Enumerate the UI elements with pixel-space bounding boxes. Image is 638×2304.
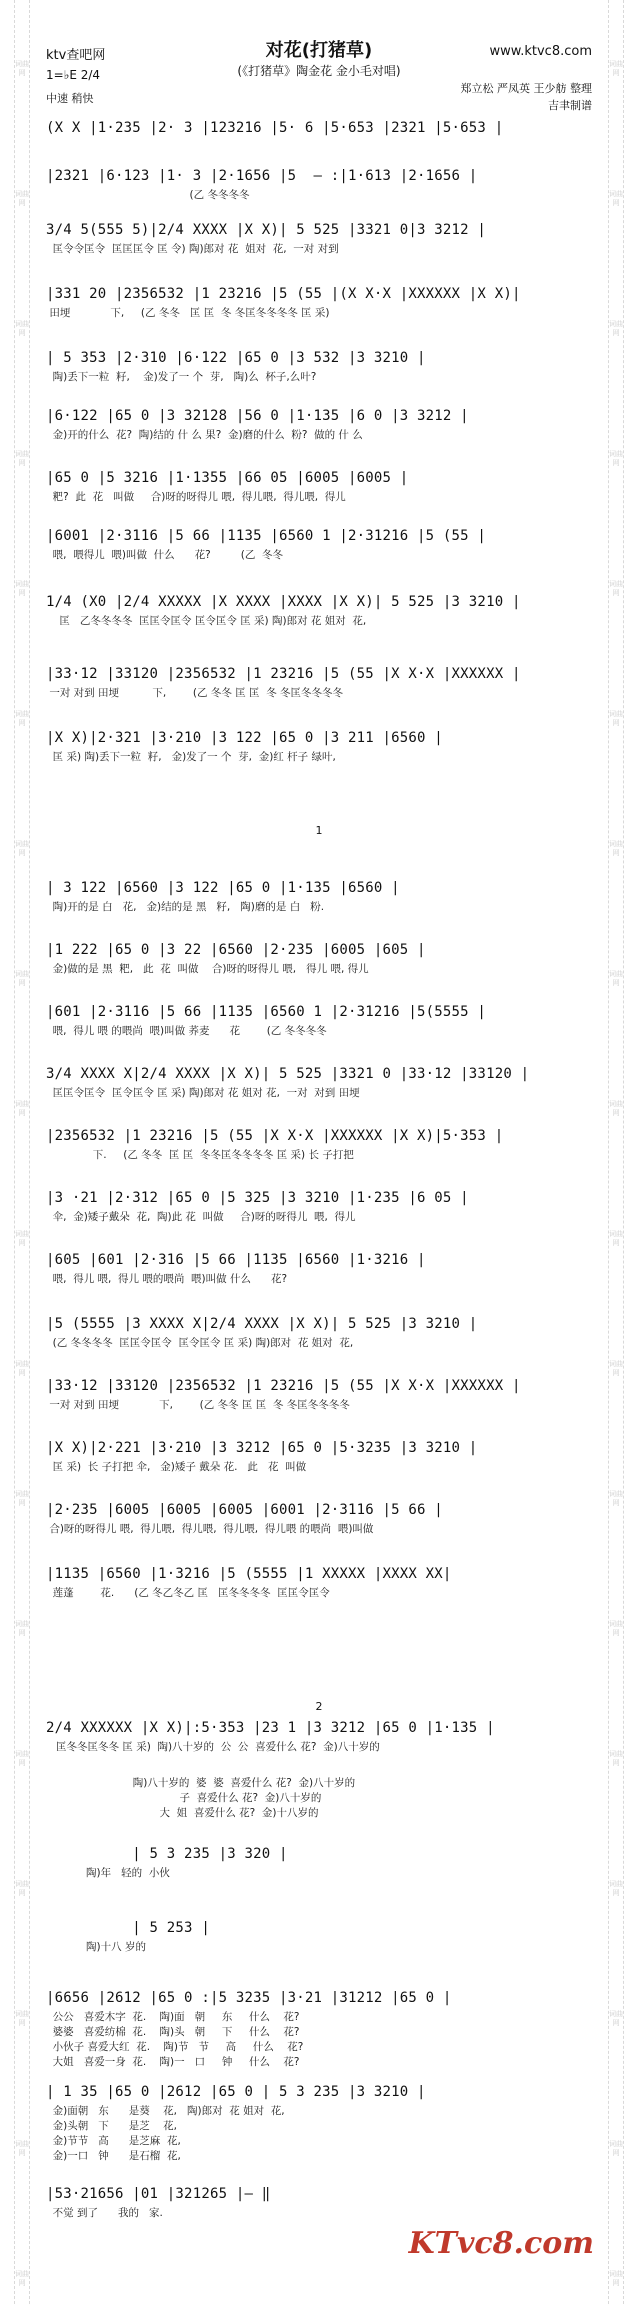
notation-system [46,286,592,320]
side-watermark-text: 词曲网 [15,450,29,467]
lyrics-line: 匡匡令匡令 匡令匡令 匡 采) 陶)郎对 花 姐对 花, 一对 对到 田埂 [46,1087,360,1099]
notation-line: |331 20 |2356532 |1 23216 |5 (55 |(X X·X |XXXXXX |X X)| [46,286,521,302]
side-watermark-text: 词曲网 [609,450,623,467]
notation-line: |X X)|2·321 |3·210 |3 122 |65 0 |3 211 |6560 | [46,730,443,746]
notation-line: (X X |1·235 |2· 3 |123216 |5· 6 |5·653 |2321 |5·653 | [46,120,504,136]
lyrics-line: 一对 对到 田埂 下, (乙 冬冬 匡 匡 冬 冬匡冬冬冬冬 [46,687,344,699]
key-signature: 1=♭E 2/4 [46,68,101,82]
notation-system [46,942,592,976]
lyrics-line: 匡 采) 陶)丢下一粒 籽, 金)发了一 个 芽, 金)红 杆子 绿叶, [46,751,336,763]
side-watermark-text: 词曲网 [15,190,29,207]
lyrics-line: 匡令令匡令 匡匡匡令 匡 令) 陶)郎对 花 姐对 花, 一对 对到 [46,243,339,255]
notation-system [46,1990,592,2069]
ktvc8-logo: KTvc8.com [408,2226,594,2261]
notation-system [46,1440,592,1474]
notation-system [46,1846,592,1880]
notation-system [46,1720,592,1754]
notation-line: | 5 253 | [46,1920,210,1936]
page-number: 2 [315,1700,323,1713]
notation-line: 3/4 5(555 5)|2/4 XXXX |X X)| 5 525 |3321 0|3 3212 | [46,222,487,238]
lyrics-line: 匡 乙冬冬冬冬 匡匡令匡令 匡令匡令 匡 采) 陶)郎对 花 姐对 花, [46,615,367,627]
lyrics-line: 一对 对到 田埂 下, (乙 冬冬 匡 匡 冬 冬匡冬冬冬冬 [46,1399,350,1411]
notation-system [46,2186,592,2220]
page-number: 1 [315,824,323,837]
lyrics-line: 公公 喜爱木字 花. 陶)面 朝 东 什么 花? 婆婆 喜爱纺棉 花. 陶)头 朝 下 什么 花? 小伙子 喜爱大红 花. 陶)节 节 高 什么 花? 大姐 喜爱一身 花. 陶)一 口 钟 什么 花? [52,2011,304,2068]
lyrics-line: (乙 冬冬冬冬 匡匡令匡令 匡令匡令 匡 采) 陶)郎对 花 姐对 花, [46,1337,354,1349]
notation-system [46,470,592,504]
notation-line: |5 (5555 |3 XXXX X|2/4 XXXX |X X)| 5 525 |3 3210 | [46,1316,478,1332]
side-watermark-text: 词曲网 [609,2140,623,2157]
notation-line: |3 ·21 |2·312 |65 0 |5 325 |3 3210 |1·235 |6 05 | [46,1190,469,1206]
side-watermark-text: 词曲网 [15,60,29,77]
side-watermark-text: 词曲网 [15,1100,29,1117]
notation-system [46,2084,592,2163]
notation-line: | 5 3 235 |3 320 | [46,1846,288,1862]
notation-line: |65 0 |5 3216 |1·1355 |66 05 |6005 |6005 | [46,470,409,486]
lyrics-line: 陶)丢下一粒 籽, 金)发了一 个 芽, 陶)么 杯子,么叶? [46,371,317,383]
lyrics-line: 粑? 此 花 叫做 合)呀的呀得儿 喂, 得儿喂, 得儿喂, 得儿 [46,491,346,503]
side-watermark-text: 词曲网 [609,970,623,987]
side-watermark-text: 词曲网 [609,2270,623,2287]
lyrics-line: 匡 采) 长 子打把 伞, 金)矮子 戴朵 花. 此 花 叫做 [46,1461,307,1473]
lyrics-line: 金)面朝 东 是葵 花, 陶)郎对 花 姐对 花, 金)头朝 下 是芝 花, 金)节节 高 是芝麻 花, 金)一口 钟 是石榴 花, [52,2105,285,2162]
notation-system [46,666,592,700]
side-watermark-text: 词曲网 [609,1880,623,1897]
notation-system [46,1252,592,1286]
lyrics-line: 陶)年 轻的 小伙 [46,1867,170,1879]
notation-system [46,1004,592,1038]
lyrics-line: 陶)开的是 白 花, 金)结的是 黑 籽, 陶)磨的是 白 粉. [46,901,325,913]
notation-system [46,1190,592,1224]
notation-system [46,408,592,442]
tempo-marking: 中速 稍快 [46,92,94,105]
lyrics-line: 匡冬冬匡冬冬 匡 采) 陶)八十岁的 公 公 喜爱什么 花? 金)八十岁的 [46,1741,380,1753]
notation-system [46,528,592,562]
notation-line: |601 |2·3116 |5 66 |1135 |6560 1 |2·31216 |5(5555 | [46,1004,487,1020]
lyrics-line: 伞, 金)矮子戴朵 花, 陶)此 花 叫做 合)呀的呀得儿 喂, 得儿 [46,1211,356,1223]
side-watermark-text: 词曲网 [15,1620,29,1637]
notation-system [46,880,592,914]
lyrics-line: 田埂 下, (乙 冬冬 匡 匡 冬 冬匡冬冬冬冬 匡 采) [46,307,330,319]
notation-line: 1/4 (X0 |2/4 XXXXX |X XXXX |XXXX |X X)| 5 525 |3 3210 | [46,594,521,610]
notation-system [46,1378,592,1412]
notation-system [46,594,592,628]
lyrics-line: 喂, 得儿 喂 的喂尚 喂)叫做 荞麦 花 (乙 冬冬冬冬 [46,1025,327,1037]
notation-system [46,1128,592,1162]
notation-line: 2/4 XXXXXX |X X)|:5·353 |23 1 |3 3212 |65 0 |1·135 | [46,1720,495,1736]
side-watermark-text: 词曲网 [15,2270,29,2287]
notation-line: |2·235 |6005 |6005 |6005 |6001 |2·3116 |5 66 | [46,1502,443,1518]
lyrics-line: (乙 冬冬冬冬 [46,189,250,201]
site-url-right: www.ktvc8.com [489,44,592,59]
side-watermark-text: 词曲网 [609,1490,623,1507]
notation-line: | 1 35 |65 0 |2612 |65 0 | 5 3 235 |3 3210 | [46,2084,426,2100]
side-watermark-text: 词曲网 [15,1230,29,1247]
side-watermark-text: 词曲网 [609,60,623,77]
notation-line: | 3 122 |6560 |3 122 |65 0 |1·135 |6560 | [46,880,400,896]
side-watermark-text: 词曲网 [15,2010,29,2027]
notation-line: | 5 353 |2·310 |6·122 |65 0 |3 532 |3 3210 | [46,350,426,366]
notation-system [46,1566,592,1600]
site-name-left: ktv查吧网 [46,48,106,63]
side-watermark-text: 词曲网 [15,1750,29,1767]
side-watermark-text: 词曲网 [609,580,623,597]
side-watermark-text: 词曲网 [609,1230,623,1247]
notation-line: |2321 |6·123 |1· 3 |2·1656 |5 — :|1·613 |2·1656 | [46,168,478,184]
notation-system [46,730,592,764]
side-watermark-text: 词曲网 [609,840,623,857]
side-watermark-text: 词曲网 [609,1750,623,1767]
lyrics-line: 莲蓬 花. (乙 冬乙冬乙 匡 匡冬冬冬冬 匡匡令匡令 [46,1587,330,1599]
notation-system [46,1502,592,1536]
side-watermark-text: 词曲网 [15,320,29,337]
side-watermark-text: 词曲网 [15,1360,29,1377]
side-watermark-text: 词曲网 [609,320,623,337]
notation-system [46,168,592,202]
side-watermark-text: 词曲网 [15,840,29,857]
side-watermark-text: 词曲网 [15,2140,29,2157]
notation-line: |6001 |2·3116 |5 66 |1135 |6560 1 |2·31216 |5 (55 | [46,528,487,544]
side-watermark-text: 词曲网 [15,580,29,597]
notation-system [46,350,592,384]
side-watermark-text: 词曲网 [609,1620,623,1637]
side-watermark-text: 词曲网 [609,1360,623,1377]
notation-system [46,120,592,139]
side-watermark-text: 词曲网 [15,1490,29,1507]
side-watermark-text: 词曲网 [15,1880,29,1897]
lyrics-line: 下. (乙 冬冬 匡 匡 冬冬匡冬冬冬冬 匡 采) 长 子打把 [46,1149,354,1161]
notation-system [46,1316,592,1350]
side-watermark-text: 词曲网 [15,710,29,727]
notation-line: |33·12 |33120 |2356532 |1 23216 |5 (55 |X X·X |XXXXXX | [46,1378,521,1394]
notation-line: |1135 |6560 |1·3216 |5 (5555 |1 XXXXX |XXXX XX| [46,1566,452,1582]
side-watermark-text: 词曲网 [609,2010,623,2027]
song-subtitle: (《打猪草》陶金花 金小毛对唱) [237,64,401,78]
lyrics-line: 金)做的是 黑 粑, 此 花 叫做 合)呀的呀得儿 喂, 得儿 喂, 得儿 [46,963,369,975]
notation-line: |6·122 |65 0 |3 32128 |56 0 |1·135 |6 0 |3 3212 | [46,408,469,424]
notation-system [46,222,592,256]
left-watermark-strip [14,0,30,2304]
song-title: 对花(打猪草) [265,40,373,61]
notation-line: |53·21656 |01 |321265 |— ‖ [46,2186,271,2202]
lyrics-line: 不觉 到了 我的 家. [46,2207,163,2219]
credit-engraver: 吉聿制谱 [548,99,592,112]
side-watermark-text: 词曲网 [609,190,623,207]
side-watermark-text: 词曲网 [15,970,29,987]
side-watermark-text: 词曲网 [609,710,623,727]
notation-line: |1 222 |65 0 |3 22 |6560 |2·235 |6005 |605 | [46,942,426,958]
notation-line: |6656 |2612 |65 0 :|5 3235 |3·21 |31212 |65 0 | [46,1990,452,2006]
notation-system [46,1920,592,1954]
notation-line: |2356532 |1 23216 |5 (55 |X X·X |XXXXXX |X X)|5·353 | [46,1128,504,1144]
notation-line: |X X)|2·221 |3·210 |3 3212 |65 0 |5·3235 |3 3210 | [46,1440,478,1456]
right-watermark-strip [608,0,624,2304]
side-watermark-text: 词曲网 [609,1100,623,1117]
notation-system [46,1066,592,1100]
notation-line: |33·12 |33120 |2356532 |1 23216 |5 (55 |X X·X |XXXXXX | [46,666,521,682]
notation-line: |605 |601 |2·316 |5 66 |1135 |6560 |1·3216 | [46,1252,426,1268]
lyrics-line: 喂, 喂得儿 喂)叫做 什么 花? (乙 冬冬 [46,549,284,561]
lyrics-line: 金)开的什么 花? 陶)结的 什 么 果? 金)磨的什么 粉? 做的 什 么 [46,429,363,441]
lyrics-line: 陶)十八 岁的 [46,1941,146,1953]
notation-system [46,1772,592,1820]
credit-arrangers: 郑立松 严凤英 王少舫 整理 [460,82,592,95]
lyrics-line: 合)呀的呀得儿 喂, 得儿喂, 得儿喂, 得儿喂, 得儿喂 的喂尚 喂)叫做 [46,1523,374,1535]
lyrics-line: 喂, 得儿 喂, 得儿 喂的喂尚 喂)叫做 什么 花? [46,1273,288,1285]
score-page [30,0,608,2304]
credits [461,80,593,114]
lyrics-line: 陶)八十岁的 婆 婆 喜爱什么 花? 金)八十岁的 子 喜爱什么 花? 金)八十岁的 大 姐 喜爱什么 花? 金)十八岁的 [132,1777,356,1819]
notation-line: 3/4 XXXX X|2/4 XXXX |X X)| 5 525 |3321 0 |33·12 |33120 | [46,1066,530,1082]
